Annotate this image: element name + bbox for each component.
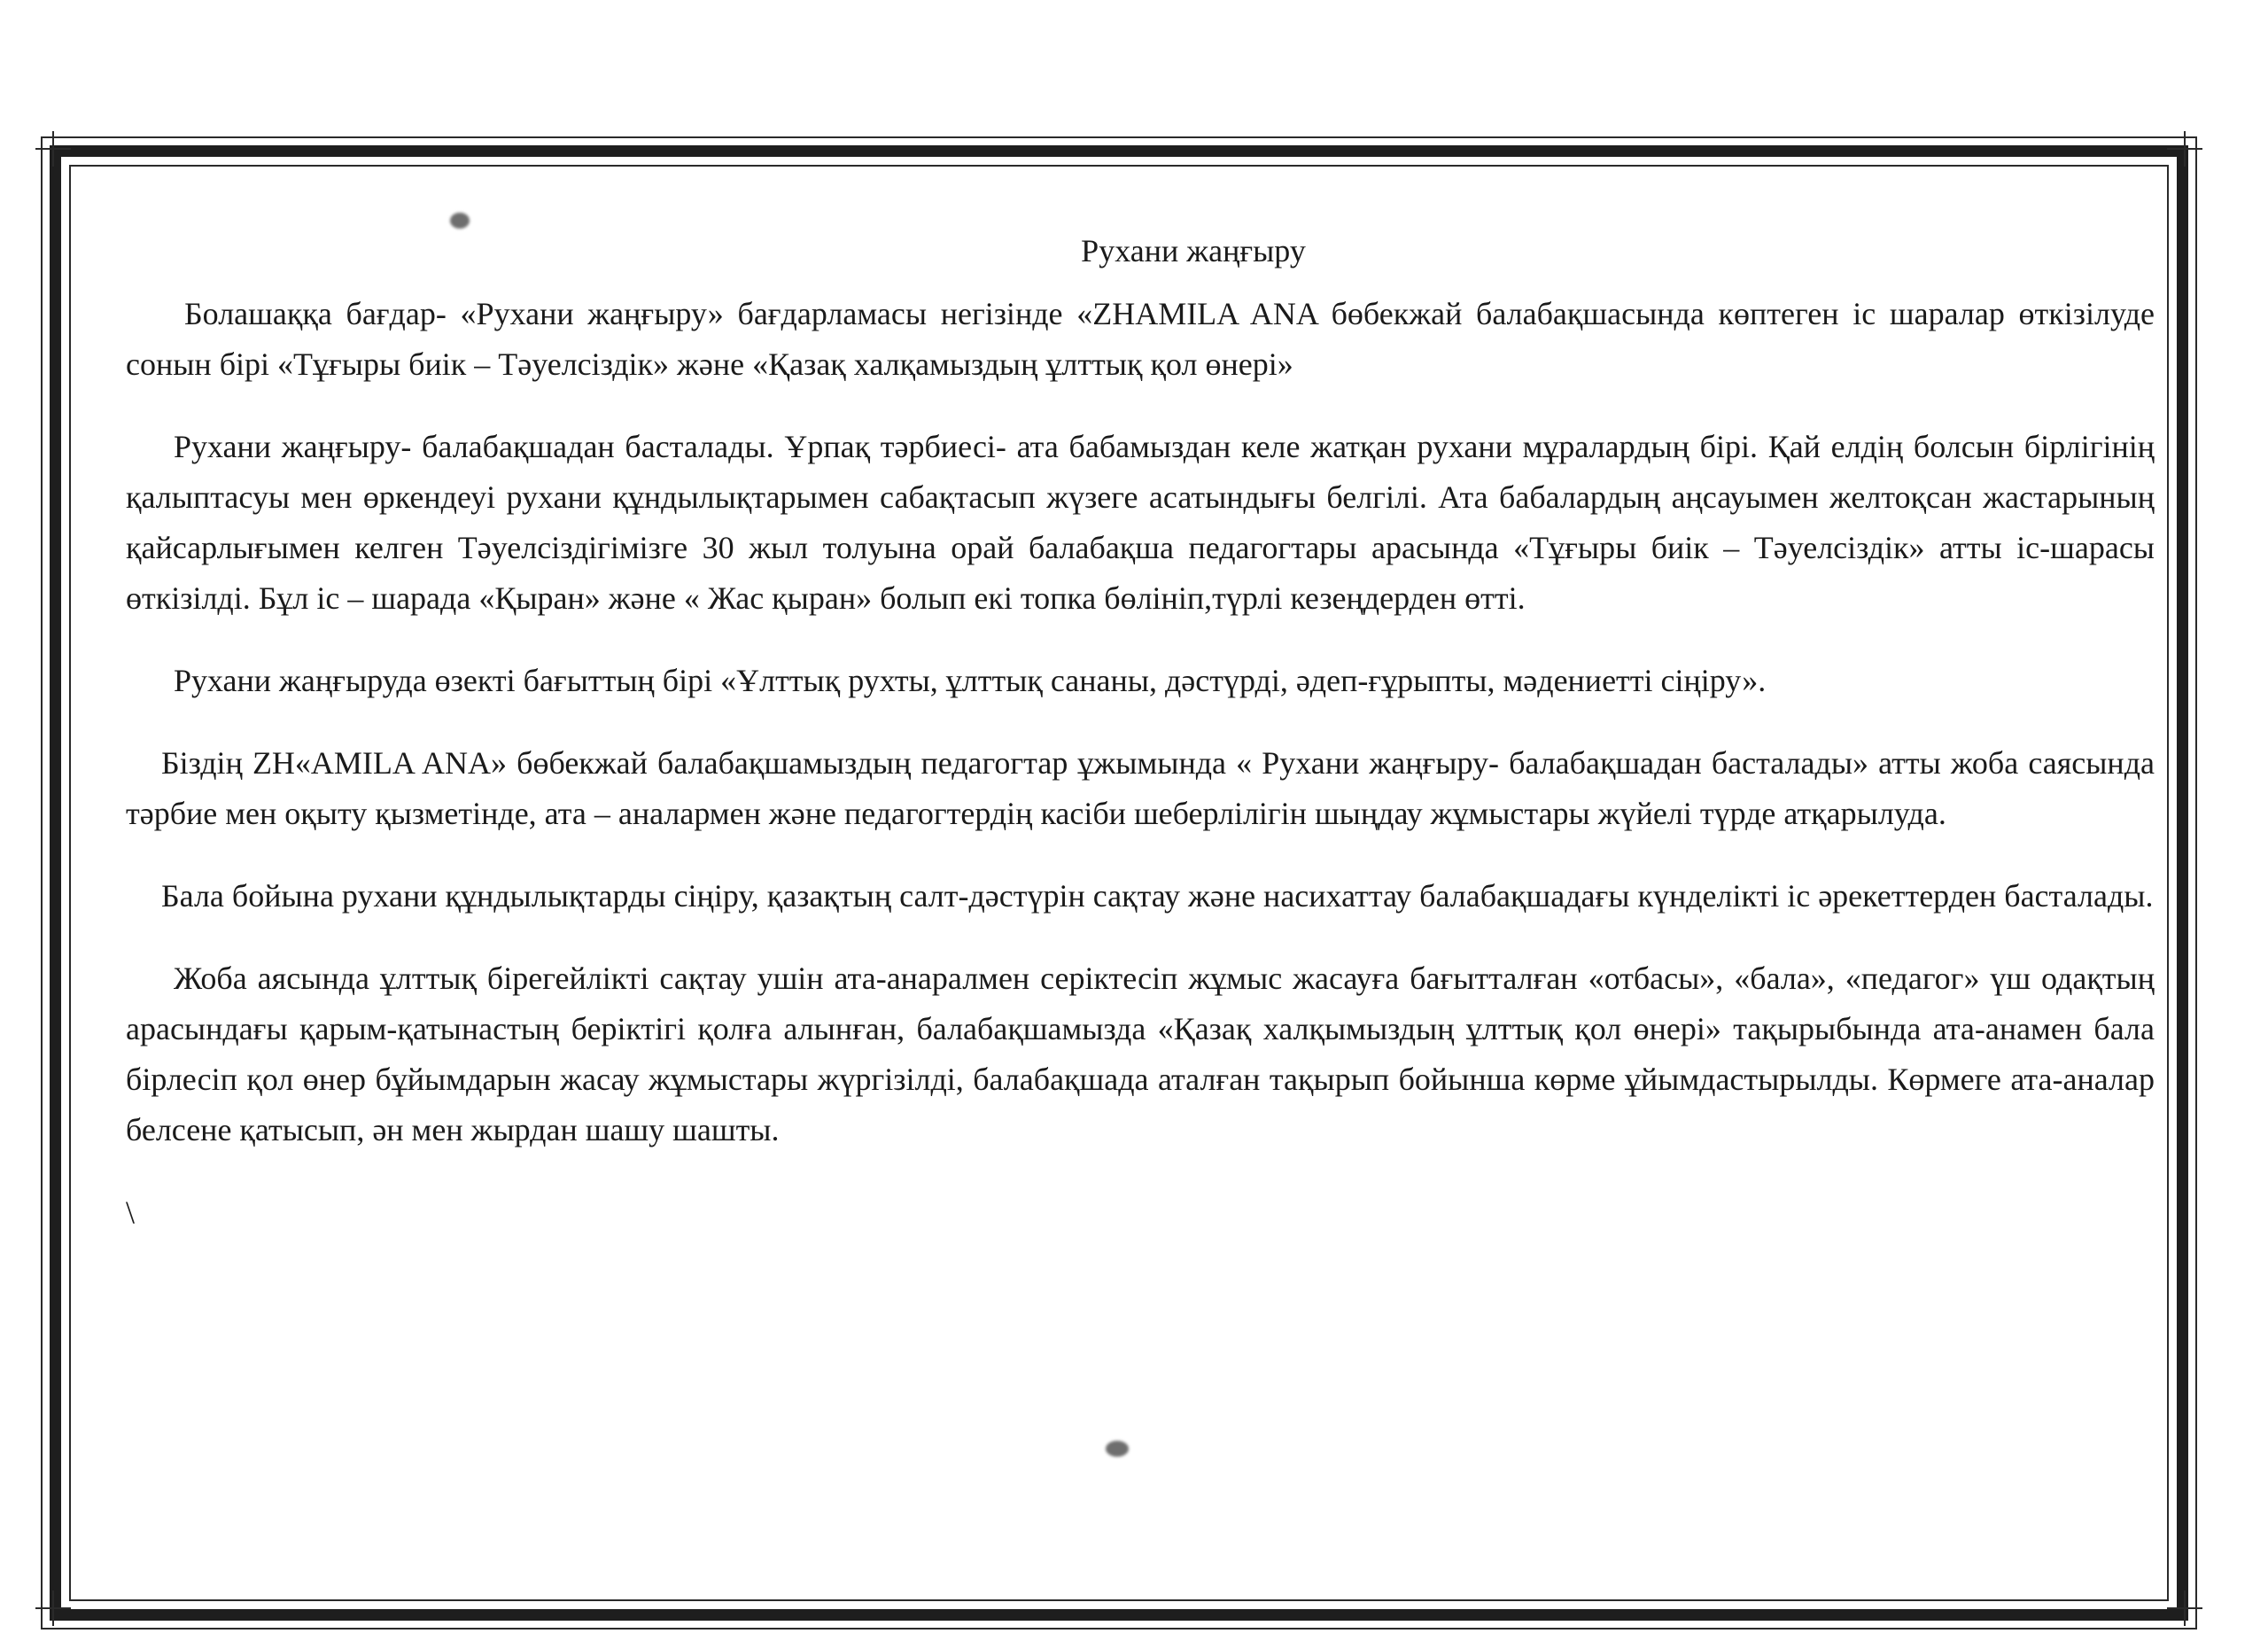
scan-smudge [1106,1441,1129,1457]
paragraph: Біздің ZH«AMILA ANA» бөбекжай балабақшамыздың педагогтар ұжымында « Рухани жаңғыру- балабақшадан басталады» атты жоба саясында тәрбие мен оқыту қызметінде, ата – аналармен және педагогтердің касіби шеберлілігін шыңдау жұмыстары жүйелі түрде атқарылуда. [126,745,2155,831]
corner-ornament-bottom-right [2167,1591,2202,1626]
paragraph: Болашаққа бағдар- «Рухани жаңғыру» бағдарламасы негізінде «ZHAMILA ANA бөбекжай балабақшасында көптеген іс шаралар өткізілуде сонын бірі «Тұғыры биік – Тәуелсіздік» және «Қазақ халқамыздың ұлттық қол өнері» [126,296,2155,382]
paragraph: Рухани жаңғыруда өзекті бағыттың бірі «Ұлттық рухты, ұлттық сананы, дәстүрді, әдеп-ғұрыпты, мәдениетті сіңіру». [174,663,1767,698]
paragraph: Бала бойына рухани құндылықтарды сіңіру, қазақтың салт-дәстүрін сақтау және насихаттау балабақшадағы күнделікті іс әрекеттерден басталады. [161,878,2154,914]
corner-ornament-top-right [2167,131,2202,167]
corner-ornament-top-left [35,131,71,167]
document-title: Рухани жаңғыру [1081,233,1306,268]
document-body [126,222,2155,1238]
paragraph: Рухани жаңғыру- балабақшадан басталады. Ұрпақ тәрбиесі- ата бабамыздан келе жатқан рухани мұралардың бірі. Қай елдің болсын бірлігінің қалыптасуы мен өркендеуі рухани құндылықтарымен сабақтасып жүзеге асатындығы белгілі. Ата бабалардың аңсауымен желтоқсан жастарының қайсарлығымен келген Тәуелсіздігімізге 30 жыл толуына орай балабақша педагогтары арасында «Тұғыры биік – Тәуелсіздік» атты іс-шарасы өткізілді. Бұл іс – шарада «Қыран» және « Жас қыран» болып екі топка бөлініп,түрлі кезеңдерден өтті. [126,429,2155,616]
paragraph: Жоба аясында ұлттық бірегейлікті сақтау ушін ата-анаралмен серіктесіп жұмыс жасауға бағытталған «отбасы», «бала», «педагог» үш одақтың арасындағы қарым-қатынастың беріктігі қолға алынған, балабақшамызда «Қазақ халқымыздың ұлттық қол өнері» тақырыбында ата-анамен бала бірлесіп қол өнер бұйымдарын жасау жұмыстары жүргізілді, балабақшада аталған тақырып бойынша көрме ұйымдастырылды. Көрмеге ата-аналар белсене қатысып, ән мен жырдан шашу шашты. [126,961,2155,1147]
corner-ornament-bottom-left [35,1591,71,1626]
stray-backslash-mark: \ [126,1194,136,1230]
